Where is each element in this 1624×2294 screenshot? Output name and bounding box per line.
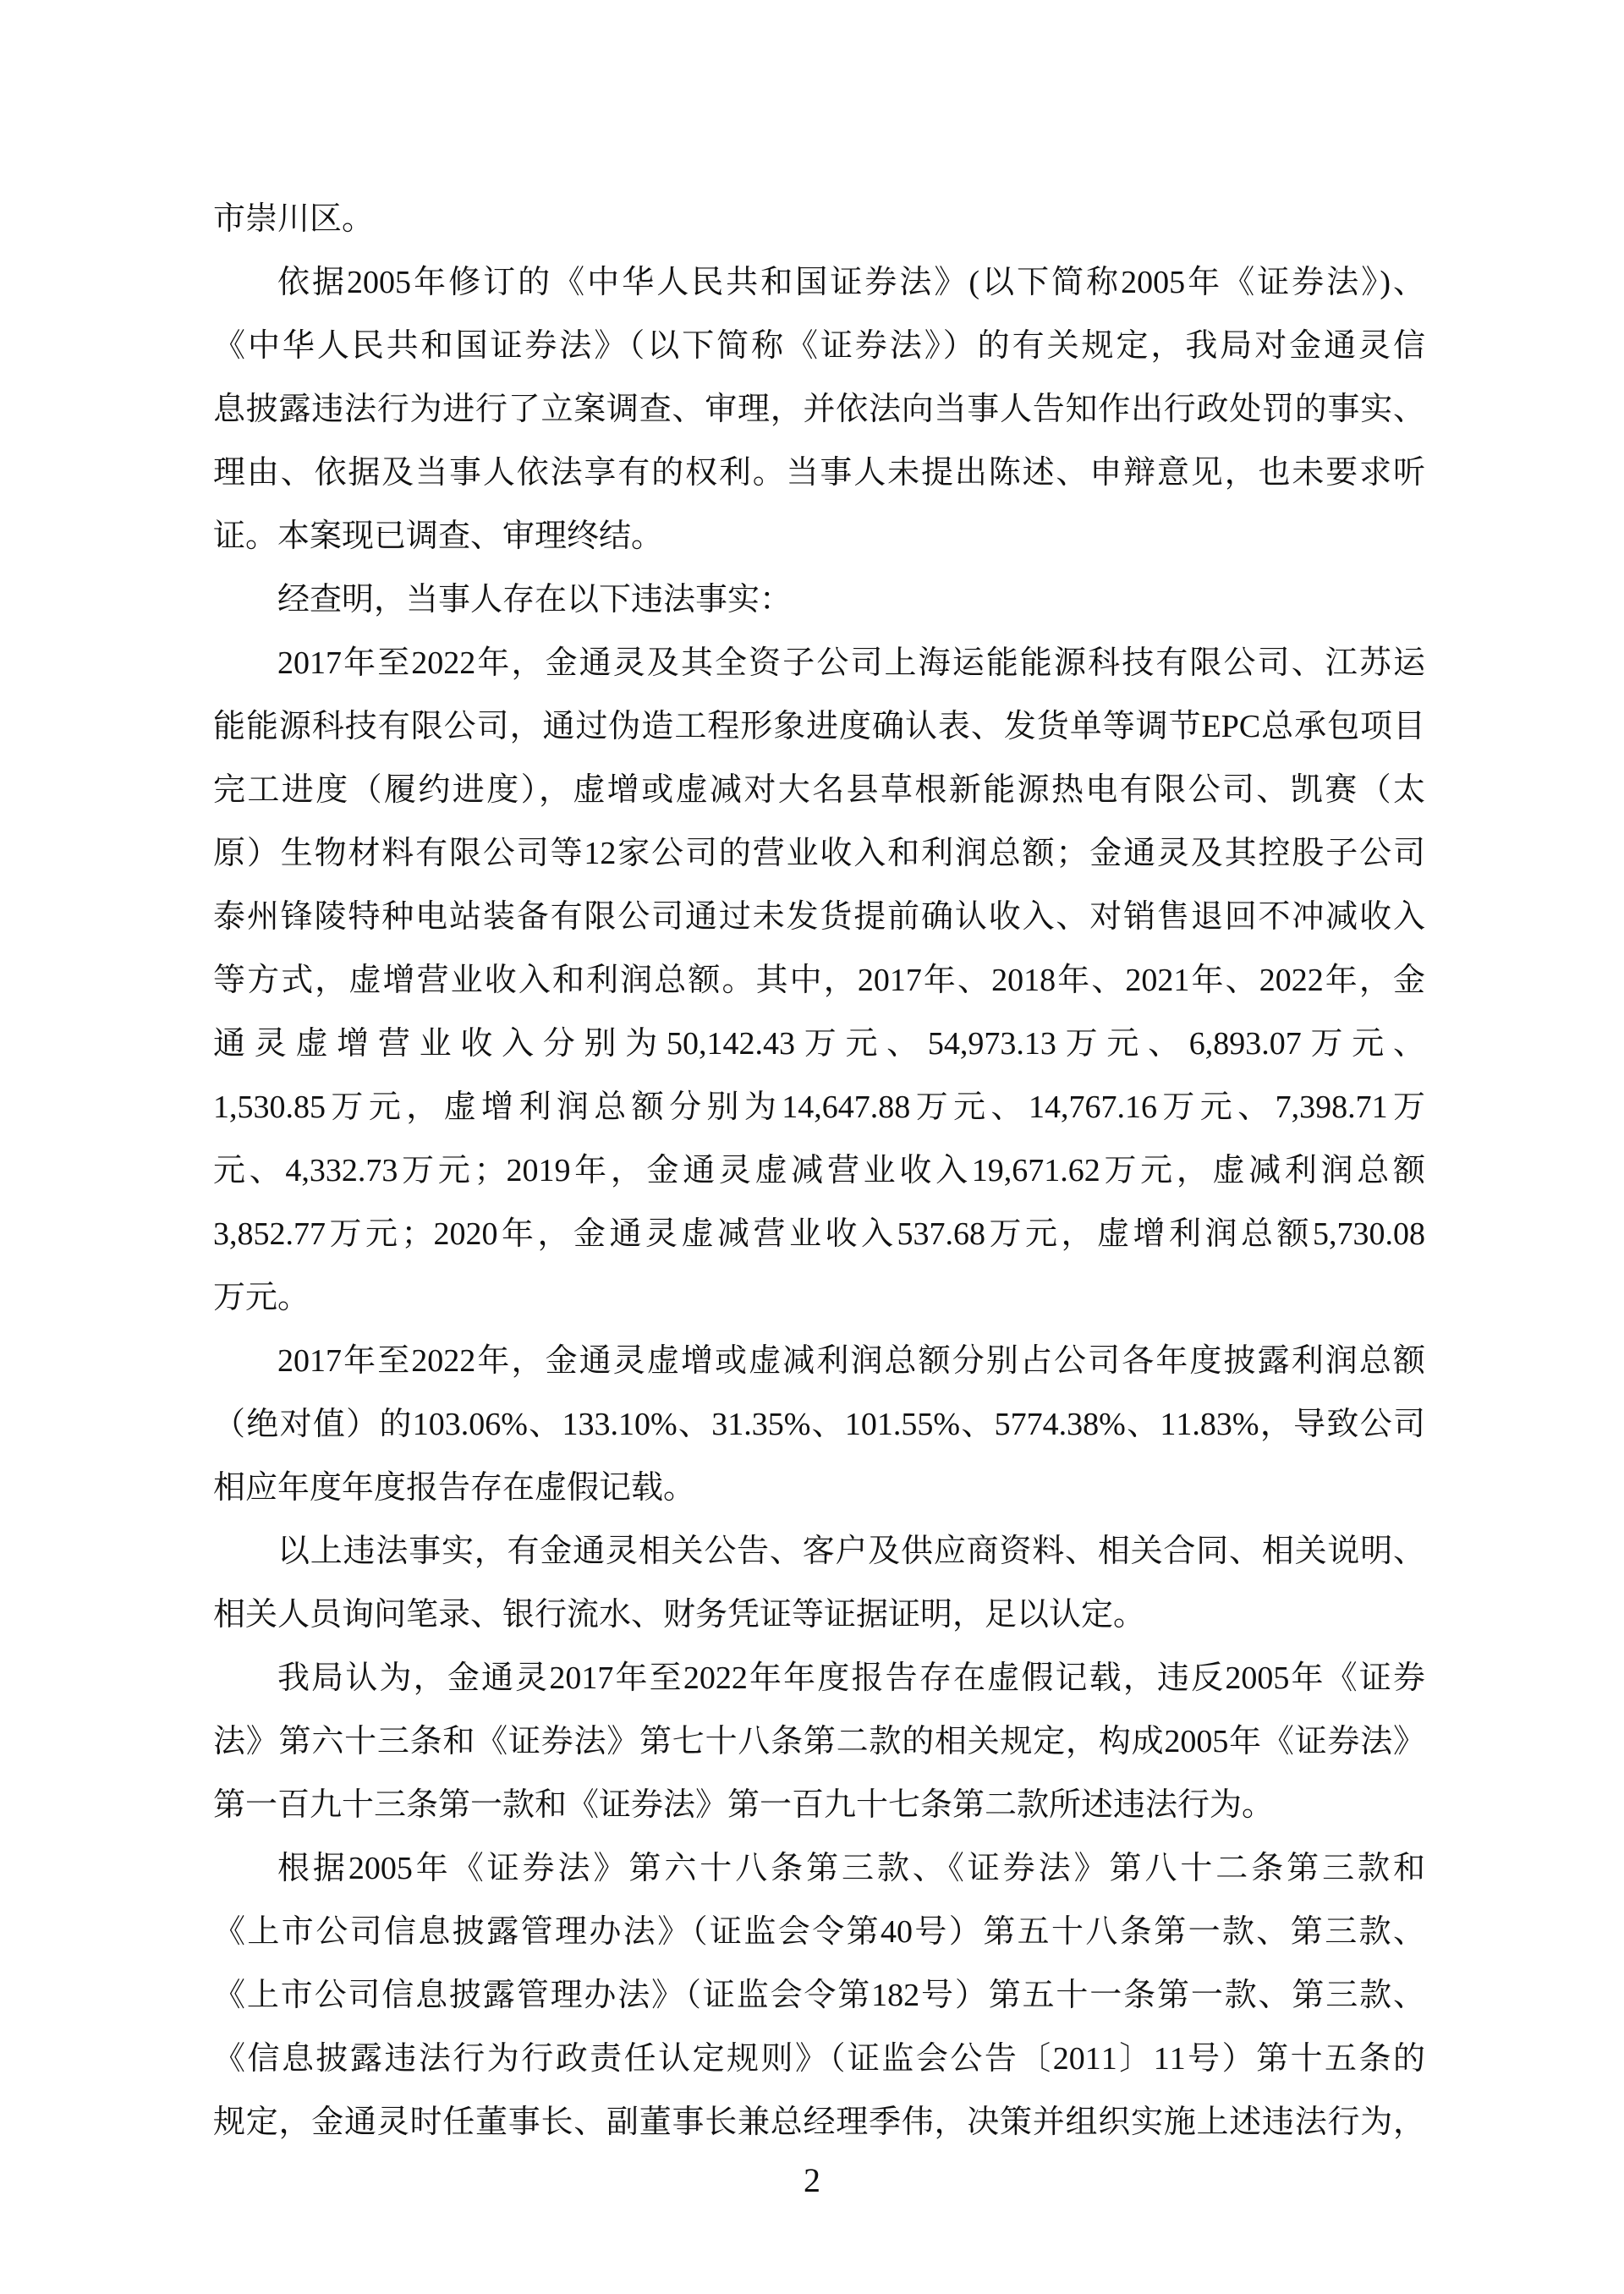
text-line: 市崇川区。 [213,201,375,237]
text-line: 以上违法事实，有金通灵相关公告、客户及供应商资料、相关合同、相关说明、 [277,1534,1425,1569]
text-line: 元、4,332.73万元；2019年，金通灵虚减营业收入19,671.62万元，虚减利润总额 [213,1153,1425,1188]
page-number: 2 [804,2161,820,2199]
text-line: 我局认为，金通灵2017年至2022年年度报告存在虚假记载，违反2005年《证券 [277,1660,1425,1696]
text-line: 万元。 [213,1280,310,1315]
text-line: 证。本案现已调查、审理终结。 [213,519,664,554]
text-line: 经查明，当事人存在以下违法事实： [277,582,793,617]
text-line: 规定，金通灵时任董事长、副董事长兼总经理季伟，决策并组织实施上述违法行为， [213,2105,1425,2140]
text-line: 能能源科技有限公司，通过伪造工程形象进度确认表、发货单等调节EPC总承包项目 [213,709,1425,744]
text-line: 3,852.77万元；2020年，金通灵虚减营业收入537.68万元，虚增利润总额5,730.08 [213,1216,1425,1252]
text-line: 1,530.85万元，虚增利润总额分别为14,647.88万元、14,767.16万元、7,398.71万 [213,1089,1425,1125]
text-line: 原）生物材料有限公司等12家公司的营业收入和利润总额；金通灵及其控股子公司 [213,836,1425,871]
text-line: 《中华人民共和国证券法》（以下简称《证券法》）的有关规定，我局对金通灵信 [213,328,1425,364]
text-line: 依据2005年修订的《中华人民共和国证券法》(以下简称2005年《证券法》)、 [277,265,1425,300]
text-line: 理由、依据及当事人依法享有的权利。当事人未提出陈述、申辩意见，也未要求听 [213,455,1425,491]
text-line: 第一百九十三条第一款和《证券法》第一百九十七条第二款所述违法行为。 [213,1787,1275,1823]
text-line: 《上市公司信息披露管理办法》（证监会令第182号）第五十一条第一款、第三款、 [213,1978,1425,2013]
text-line: 息披露违法行为进行了立案调查、审理，并依法向当事人告知作出行政处罚的事实、 [213,392,1425,427]
text-line: 泰州锋陵特种电站装备有限公司通过未发货提前确认收入、对销售退回不冲减收入 [213,899,1425,935]
text-line: 2017年至2022年，金通灵及其全资子公司上海运能能源科技有限公司、江苏运 [277,645,1425,681]
text-line: （绝对值）的103.06%、133.10%、31.35%、101.55%、5774.38%、11.83%，导致公司 [213,1407,1425,1442]
text-line: 等方式，虚增营业收入和利润总额。其中，2017年、2018年、2021年、2022年，金 [213,963,1425,998]
text-line: 法》第六十三条和《证券法》第七十八条第二款的相关规定，构成2005年《证券法》 [213,1724,1425,1759]
text-line: 根据2005年《证券法》第六十八条第三款、《证券法》第八十二条第三款和 [277,1851,1425,1886]
text-line: 《上市公司信息披露管理办法》（证监会令第40号）第五十八条第一款、第三款、 [213,1914,1425,1950]
text-line: 相应年度年度报告存在虚假记载。 [213,1470,696,1506]
document-body [213,188,1425,2154]
text-line: 2017年至2022年，金通灵虚增或虚减利润总额分别占公司各年度披露利润总额 [277,1343,1425,1379]
text-line: 《信息披露违法行为行政责任认定规则》（证监会公告〔2011〕11号）第十五条的 [213,2041,1425,2077]
text-line: 相关人员询问笔录、银行流水、财务凭证等证据证明，足以认定。 [213,1597,1146,1633]
text-line: 完工进度（履约进度），虚增或虚减对大名县草根新能源热电有限公司、凯赛（太 [213,772,1425,808]
text-line: 通灵虚增营业收入分别为50,142.43万元、54,973.13万元、6,893.07万元、 [213,1026,1425,1062]
